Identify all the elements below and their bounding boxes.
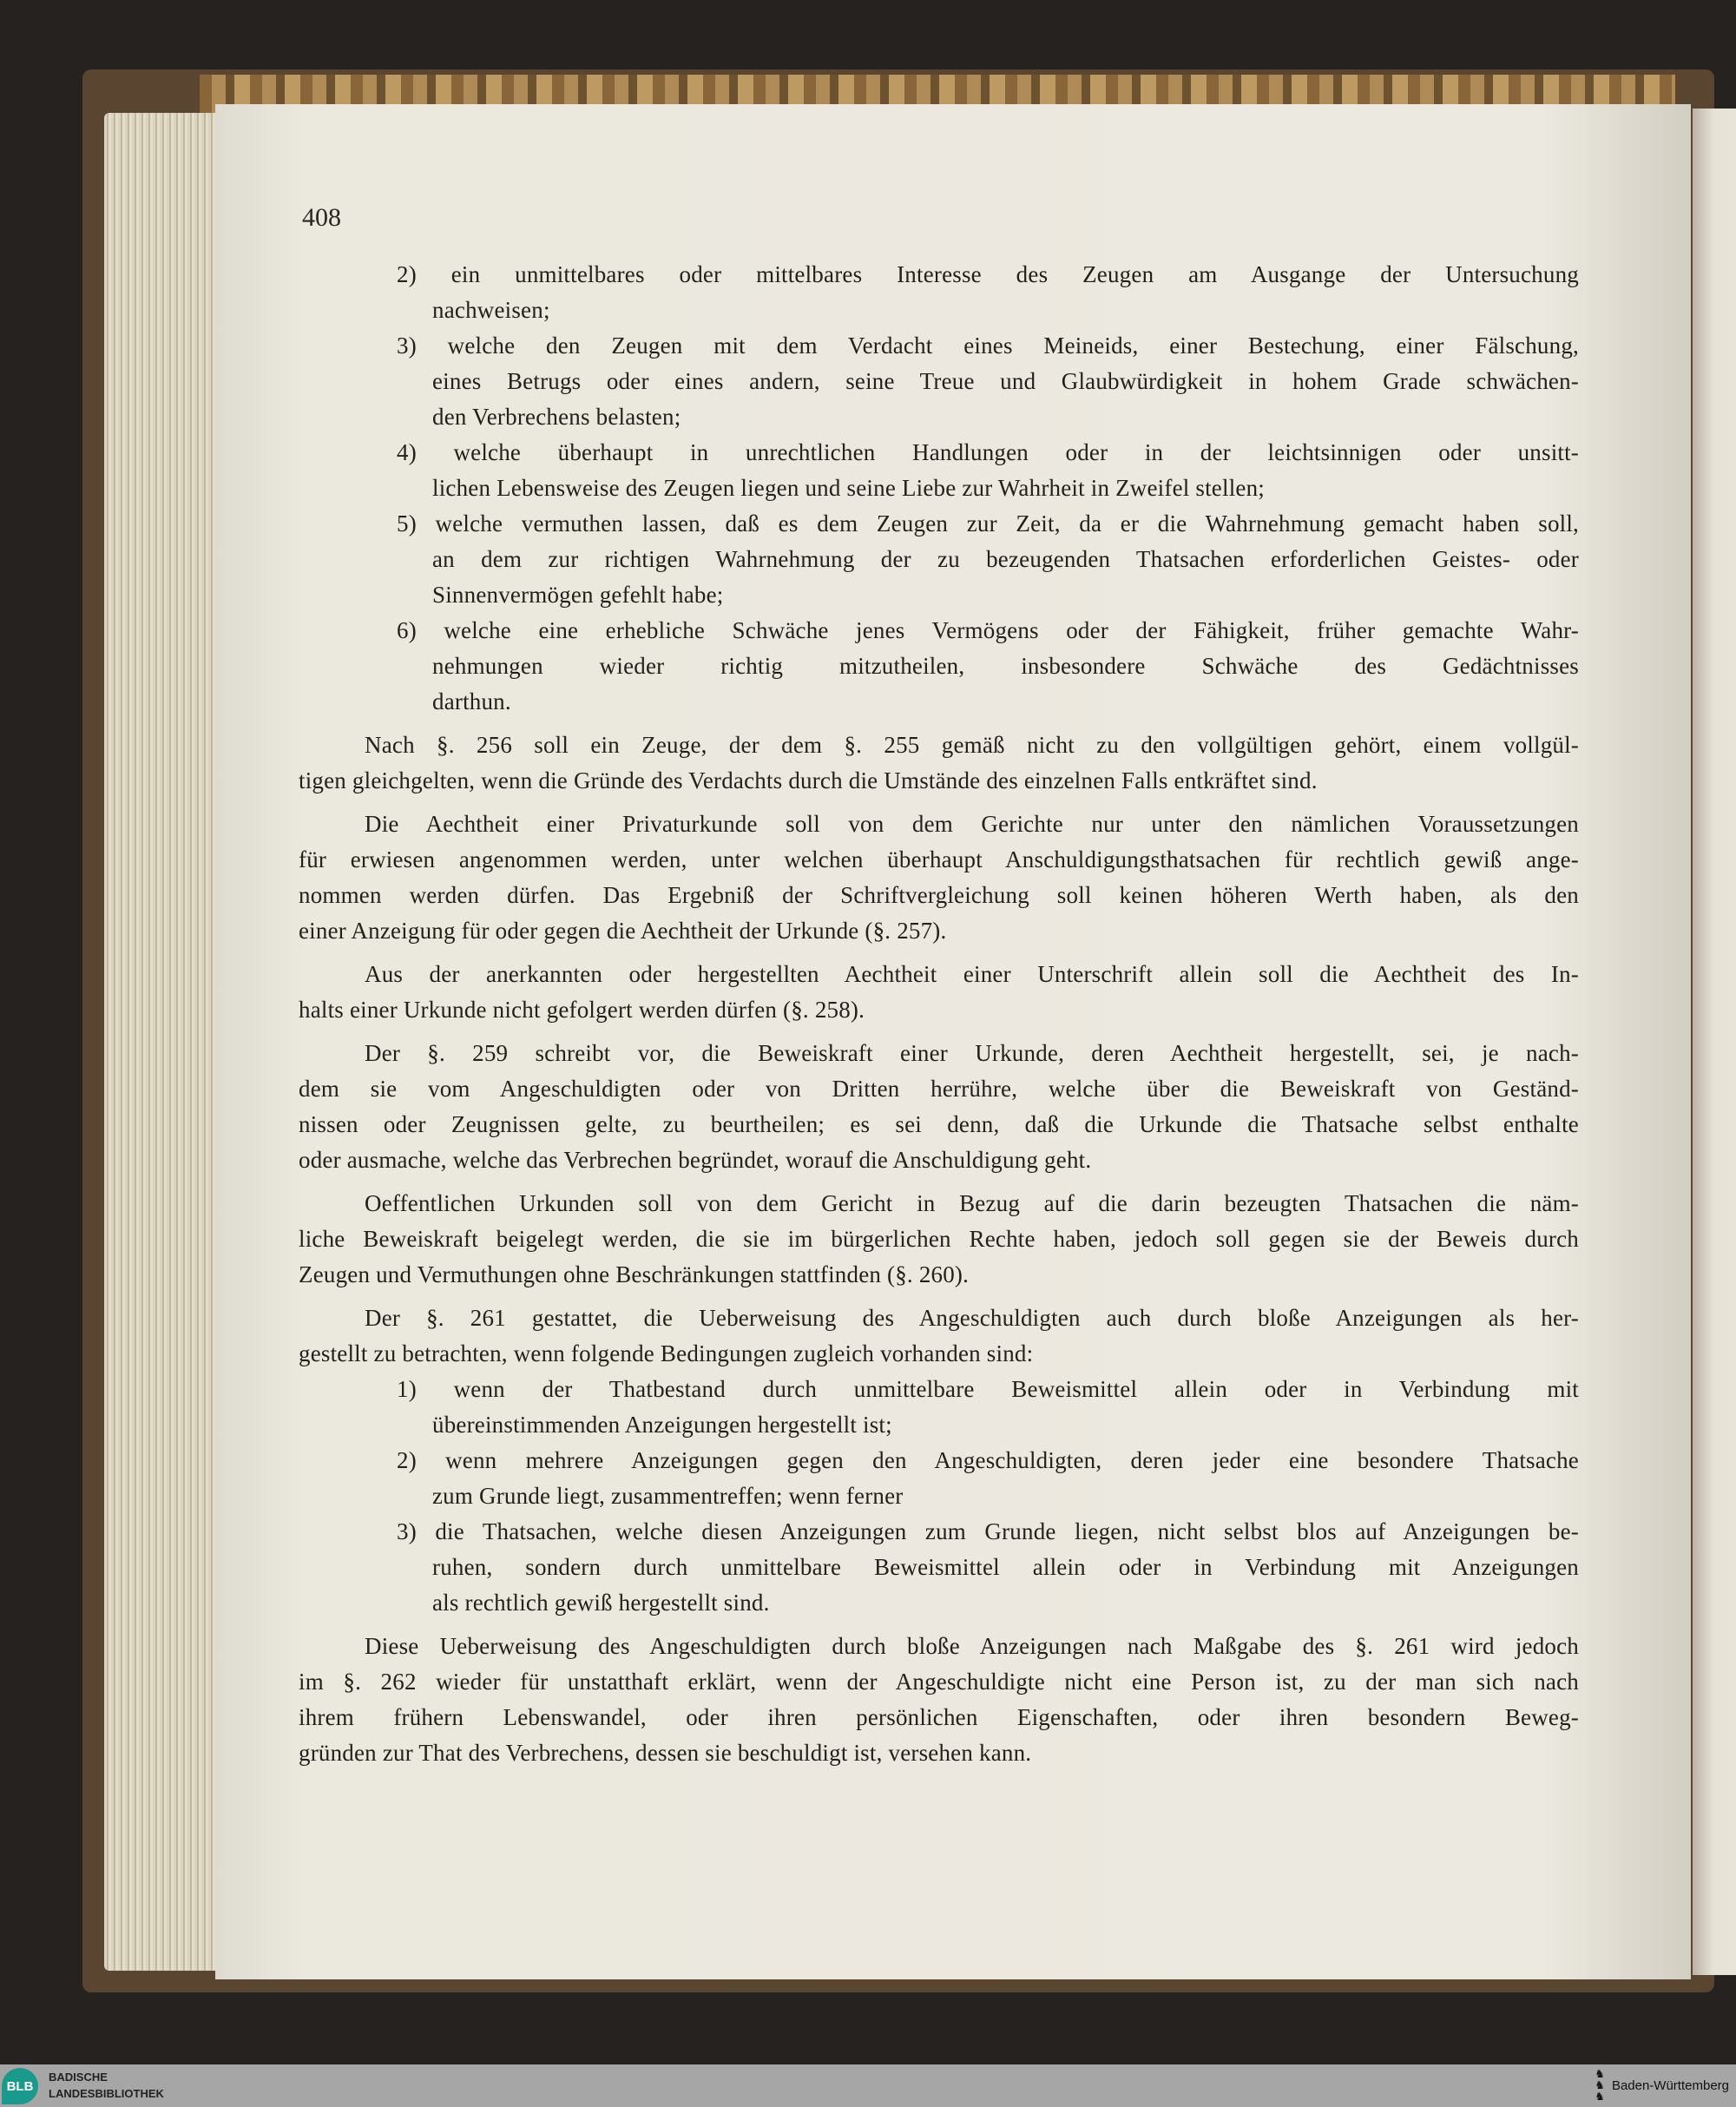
page-number: 408 xyxy=(302,203,341,232)
list-item-line: 1) wenn der Thatbestand durch unmittelbare Beweismittel allein oder in Verbindung mit xyxy=(397,1376,1579,1402)
paragraph-line: ihrem frühern Lebenswandel, oder ihren persönlichen Eigenschaften, oder ihren besondern Beweg- xyxy=(299,1704,1579,1730)
library-name-line2: LANDESBIBLIOTHEK xyxy=(49,2087,164,2100)
paragraph-line: halts einer Urkunde nicht gefolgert werden dürfen (§. 258). xyxy=(299,997,865,1023)
list-item-line: eines Betrugs oder eines andern, seine Treue und Glaubwürdigkeit in hohem Grade schwächen- xyxy=(432,368,1579,394)
footer-bar xyxy=(0,2064,1736,2107)
paragraph-line: Oeffentlichen Urkunden soll von dem Gericht in Bezug auf die darin bezeugten Thatsachen die näm- xyxy=(365,1190,1579,1216)
page-body-text xyxy=(299,257,1579,1771)
paragraph-line: Zeugen und Vermuthungen ohne Beschränkungen stattfinden (§. 260). xyxy=(299,1261,970,1287)
paragraph-line: für erwiesen angenommen werden, unter welchen überhaupt Anschuldigungsthatsachen für rechtlich gewiß ange- xyxy=(299,846,1579,872)
lions-coat-of-arms-icon: ♞ ♞ ♞ xyxy=(1595,2068,1605,2104)
paragraph-line: Der §. 261 gestattet, die Ueberweisung des Angeschuldigten auch durch bloße Anzeigungen als her- xyxy=(365,1305,1579,1331)
paragraph-line: Aus der anerkannten oder hergestellten Aechtheit einer Unterschrift allein soll die Aechtheit des In- xyxy=(365,961,1579,987)
list-item-line: 6) welche eine erhebliche Schwäche jenes Vermögens oder der Fähigkeit, früher gemachte Wahr- xyxy=(397,617,1579,643)
paragraph-line: einer Anzeigung für oder gegen die Aechtheit der Urkunde (§. 257). xyxy=(299,918,947,944)
list-item-line: übereinstimmenden Anzeigungen hergestellt ist; xyxy=(432,1412,892,1438)
list-item-line: ruhen, sondern durch unmittelbare Beweismittel allein oder in Verbindung mit Anzeigungen xyxy=(432,1554,1579,1580)
facing-page-edge xyxy=(1693,109,1736,1975)
paragraph-line: oder ausmache, welche das Verbrechen begründet, worauf die Anschuldigung geht. xyxy=(299,1147,1092,1173)
library-name xyxy=(49,2069,164,2102)
list-item-line: lichen Lebensweise des Zeugen liegen und seine Liebe zur Wahrheit in Zweifel stellen; xyxy=(432,475,1265,501)
list-item-line: nehmungen wieder richtig mitzutheilen, insbesondere Schwäche des Gedächtnisses xyxy=(432,653,1579,679)
list-item-line: 2) wenn mehrere Anzeigungen gegen den Angeschuldigten, deren jeder eine besondere Thatsache xyxy=(397,1447,1579,1473)
paragraph-line: Der §. 259 schreibt vor, die Beweiskraft einer Urkunde, deren Aechtheit hergestellt, sei, je nach- xyxy=(365,1040,1579,1066)
paragraph-line: dem sie vom Angeschuldigten oder von Dritten herrühre, welche über die Beweiskraft von Geständ- xyxy=(299,1076,1579,1102)
list-item-line: an dem zur richtigen Wahrnehmung der zu bezeugenden Thatsachen erforderlichen Geistes- oder xyxy=(432,546,1579,572)
list-item-line: 5) welche vermuthen lassen, daß es dem Zeugen zur Zeit, da er die Wahrnehmung gemacht haben soll, xyxy=(397,510,1579,537)
paragraph-line: nissen oder Zeugnissen gelte, zu beurtheilen; es sei denn, daß die Urkunde die Thatsache selbst enthalte xyxy=(299,1111,1579,1137)
paragraph-line: gestellt zu betrachten, wenn folgende Bedingungen zugleich vorhanden sind: xyxy=(299,1340,1034,1366)
list-item-line: als rechtlich gewiß hergestellt sind. xyxy=(432,1590,770,1616)
library-name-line1: BADISCHE xyxy=(49,2071,108,2084)
list-item-line: 4) welche überhaupt in unrechtlichen Handlungen oder in der leichtsinnigen oder unsitt- xyxy=(397,439,1579,465)
list-item-line: Sinnenvermögen gefehlt habe; xyxy=(432,582,724,608)
paragraph-line: nommen werden dürfen. Das Ergebniß der Schriftvergleichung soll keinen höheren Werth haben, als den xyxy=(299,882,1579,908)
paragraph-line: im §. 262 wieder für unstatthaft erklärt, wenn der Angeschuldigte nicht eine Person ist, zu der man sich nach xyxy=(299,1669,1579,1695)
list-item-line: nachweisen; xyxy=(432,297,550,323)
list-item-line: 3) die Thatsachen, welche diesen Anzeigungen zum Grunde liegen, nicht selbst blos auf Anzeigungen be- xyxy=(397,1518,1579,1544)
paragraph-line: Die Aechtheit einer Privaturkunde soll von dem Gerichte nur unter den nämlichen Voraussetzungen xyxy=(365,811,1579,837)
list-item-line: zum Grunde liegt, zusammentreffen; wenn ferner xyxy=(432,1483,904,1509)
paragraph-line: gründen zur That des Verbrechens, dessen sie beschuldigt ist, versehen kann. xyxy=(299,1740,1032,1766)
page-stack-edge xyxy=(104,113,226,1971)
list-item-line: 3) welche den Zeugen mit dem Verdacht eines Meineids, einer Bestechung, einer Fälschung, xyxy=(397,333,1579,359)
baden-wuerttemberg-logo[interactable] xyxy=(1595,2069,1729,2103)
paragraph-line: tigen gleichgelten, wenn die Gründe des Verdachts durch die Umstände des einzelnen Falls entkräftet sind. xyxy=(299,767,1318,793)
paragraph-line: Diese Ueberweisung des Angeschuldigten durch bloße Anzeigungen nach Maßgabe des §. 261 wird jedoch xyxy=(365,1633,1579,1659)
list-item-line: darthun. xyxy=(432,688,511,714)
list-item-line: 2) ein unmittelbares oder mittelbares Interesse des Zeugen am Ausgange der Untersuchung xyxy=(397,261,1579,287)
state-name: Baden-Württemberg xyxy=(1611,2078,1729,2093)
list-item-line: den Verbrechens belasten; xyxy=(432,404,681,430)
blb-logo[interactable]: BLB xyxy=(2,2068,38,2104)
paragraph-line: Nach §. 256 soll ein Zeuge, der dem §. 255 gemäß nicht zu den vollgültigen gehört, einem vollgül- xyxy=(365,732,1579,758)
paragraph-line: liche Beweiskraft beigelegt werden, die sie im bürgerlichen Rechte haben, jedoch soll gegen sie der Beweis durch xyxy=(299,1226,1579,1252)
